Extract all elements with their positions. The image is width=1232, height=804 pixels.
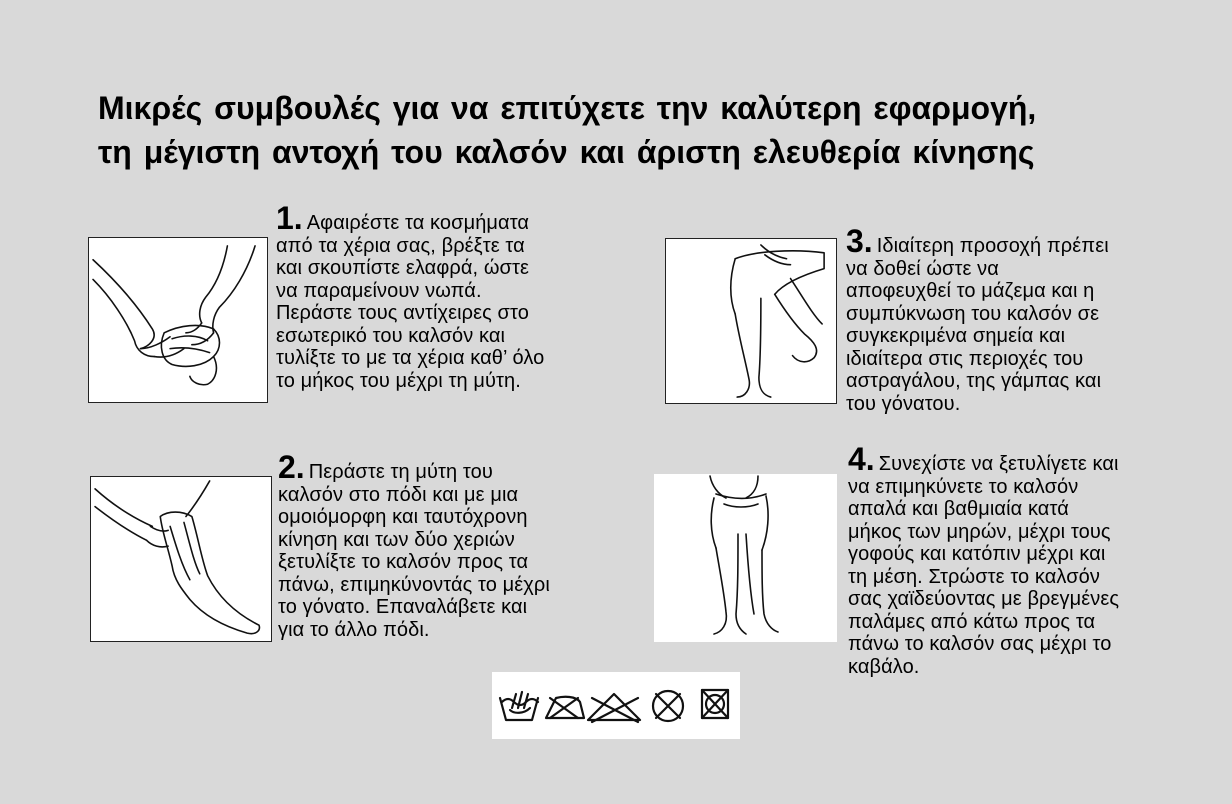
- legs-pulling-up-icon: [654, 474, 837, 642]
- page-title: [98, 86, 1178, 174]
- step-4-number: 4.: [848, 441, 875, 477]
- step-2: 2. Περάστε τη μύτη του καλσόν στο πόδι και με μια ομοιόμορφη και ταυτόχρονη κίνηση και των δύο χεριών ξετυλίξτε το καλσόν προς τα πάνω, επιμηκύνοντάς το μέχρι το γόνατο. Επαναλάβετε και για το άλλο πόδι.: [278, 449, 550, 641]
- step-3-first-line: 3. Ιδιαίτερη προσοχή πρέπει: [846, 223, 1109, 259]
- title-line-2: τη μέγιστη αντοχή του καλσόν και άριστη ελευθερία κίνησης: [98, 134, 1035, 170]
- do-not-tumble-dry-icon: [702, 690, 728, 718]
- hand-wash-icon: [500, 692, 538, 720]
- do-not-bleach-icon: [588, 694, 640, 722]
- title-line-1: Μικρές συμβουλές για να επιτύχετε την καλύτερη εφαρμογή,: [98, 90, 1037, 126]
- step-3: 3. Ιδιαίτερη προσοχή πρέπει να δοθεί ώστε να αποφευχθεί το μάζεμα και η συμπύκνωση του καλσόν σε συγκεκριμένα σημεία και ιδιαίτερα στις περιοχές του αστραγάλου, της γάμπας και του γόνατου.: [846, 223, 1109, 415]
- do-not-iron-icon: [546, 697, 584, 718]
- hands-gathering-tights-icon: [88, 237, 268, 403]
- step-2-first-line: 2. Περάστε τη μύτη του: [278, 449, 493, 485]
- care-symbols: [492, 672, 740, 739]
- step-1-number: 1.: [276, 200, 303, 236]
- step-1: 1. Αφαιρέστε τα κοσμήματα από τα χέρια σας, βρέξτε τα και σκουπίστε ελαφρά, ώστε να παραμείνουν νωπά. Περάστε τους αντίχειρες στο εσωτερικό του καλσόν και τυλίξτε το με τα χέρια καθ’ όλο το μήκος του μέχρι τη μύτη.: [276, 200, 545, 392]
- crossed-legs-icon: [665, 238, 837, 404]
- step-3-number: 3.: [846, 223, 873, 259]
- foot-in-tights-icon: [90, 476, 272, 642]
- step-4: 4. Συνεχίστε να ξετυλίγετε και να επιμηκύνετε το καλσόν απαλά και βαθμιαία κατά μήκος των μηρών, μέχρι τους γοφούς και κατόπιν μέχρι και τη μέση. Στρώστε το καλσόν σας χαϊδεύοντας με βρεγμένες παλάμες από κάτω προς τα πάνω το καλσόν σας μέχρι το καβάλο.: [848, 441, 1120, 678]
- step-2-number: 2.: [278, 449, 305, 485]
- step-4-first-line: 4. Συνεχίστε να ξετυλίγετε και: [848, 441, 1119, 477]
- step-1-first-line: 1. Αφαιρέστε τα κοσμήματα: [276, 200, 530, 236]
- do-not-dry-clean-icon: [653, 691, 683, 721]
